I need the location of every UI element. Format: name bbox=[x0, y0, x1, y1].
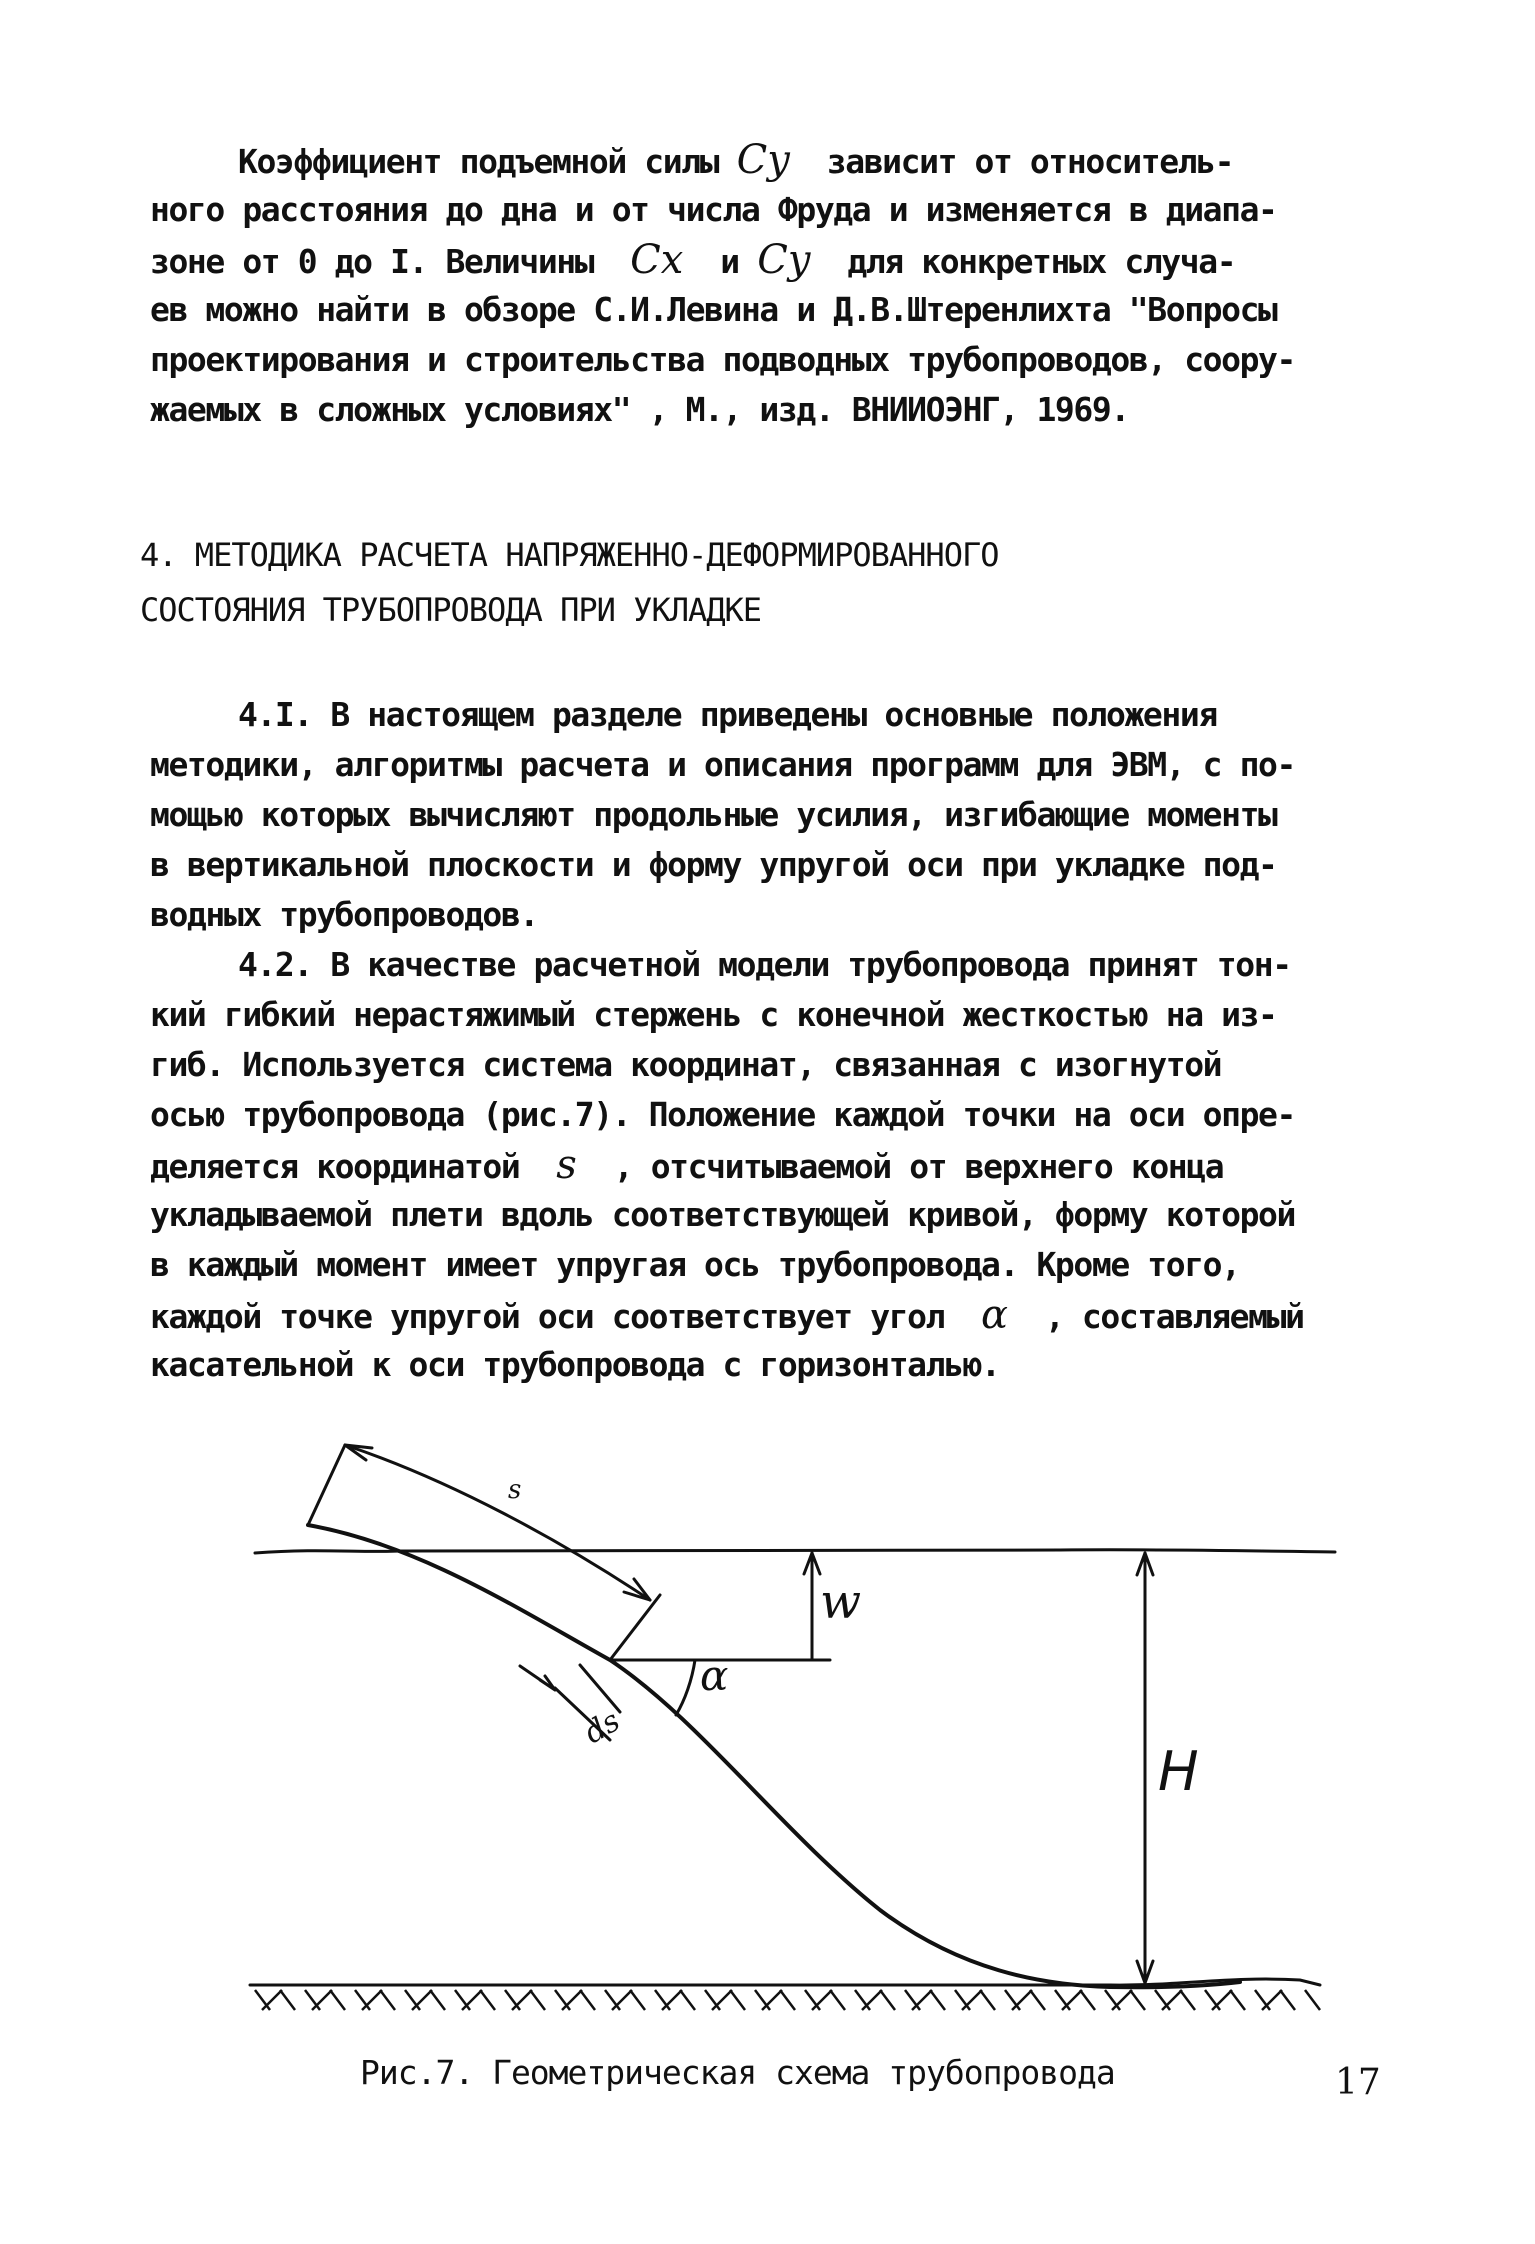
water-surface-line bbox=[255, 1550, 1335, 1553]
pipeline-geometry-figure bbox=[0, 1420, 1535, 2050]
label-s: s bbox=[508, 1475, 522, 1505]
para42-line4: осью трубопровода (рис.7). Положение каждой точки на оси опре- bbox=[150, 1095, 1295, 1134]
section-heading-line1: 4. МЕТОДИКА РАСЧЕТА НАПРЯЖЕННО-ДЕФОРМИРОВАННОГО bbox=[140, 536, 999, 574]
s-dimension-line bbox=[345, 1445, 650, 1600]
label-w: w bbox=[820, 1574, 862, 1630]
para42-line5: деляется координатой s , отсчитываемой от верхнего конца bbox=[150, 1142, 1224, 1188]
alpha-symbol: α bbox=[981, 1292, 1009, 1338]
ds-tick-2 bbox=[580, 1665, 620, 1712]
para41-line2: методики, алгоритмы расчета и описания программ для ЭВМ, с по- bbox=[150, 745, 1295, 784]
seabed-hatching bbox=[255, 1990, 1320, 2010]
point-tick-line bbox=[610, 1595, 660, 1660]
section-heading-line2: СОСТОЯНИЯ ТРУБОПРОВОДА ПРИ УКЛАДКЕ bbox=[140, 591, 762, 629]
para41-line4: в вертикальной плоскости и форму упругой оси при укладке под- bbox=[150, 845, 1277, 884]
seabed-line bbox=[250, 1979, 1320, 1985]
para41-line3: мощью которых вычисляют продольные усилия, изгибающие моменты bbox=[150, 795, 1277, 834]
s-arrow-end bbox=[624, 1579, 650, 1600]
label-H: H bbox=[1158, 1740, 1199, 1803]
label-ds: ds bbox=[578, 1703, 626, 1752]
para1-line3: зоне от 0 до I. Величины Cx и Cy для конкретных случа- bbox=[150, 237, 1236, 283]
figure-caption: Рис.7. Геометрическая схема трубопровода bbox=[360, 2053, 1115, 2092]
pipeline-curve bbox=[308, 1525, 1240, 1987]
para41-line5: водных трубопроводов. bbox=[150, 895, 538, 934]
para1-line6: жаемых в сложных условиях" , М., изд. ВНИИОЭНГ, 1969. bbox=[150, 390, 1129, 429]
cy-symbol: Cy bbox=[736, 137, 790, 183]
ds-arrow bbox=[520, 1666, 555, 1690]
para42-line9: касательной к оси трубопровода с горизонталью. bbox=[150, 1345, 1000, 1384]
para1-line5: проектирования и строительства подводных трубопроводов, соору- bbox=[150, 340, 1295, 379]
s-symbol: s bbox=[556, 1142, 577, 1188]
label-alpha: α bbox=[700, 1651, 729, 1700]
para1-line2: ного расстояния до дна и от числа Фруда и изменяется в диапа- bbox=[150, 190, 1277, 229]
cx-symbol: Cx bbox=[630, 237, 684, 283]
para42-line3: гиб. Используется система координат, связанная с изогнутой bbox=[150, 1045, 1222, 1084]
para41-line1: 4.I. В настоящем разделе приведены основные положения bbox=[238, 695, 1217, 734]
para42-line2: кий гибкий нерастяжимый стержень с конечной жесткостью на из- bbox=[150, 995, 1277, 1034]
para1-line1: Коэффициент подъемной силы Cy зависит от относитель- bbox=[238, 137, 1234, 183]
para42-line1: 4.2. В качестве расчетной модели трубопровода принят тон- bbox=[238, 945, 1291, 984]
pipe-end-edge bbox=[308, 1445, 345, 1525]
cy-symbol: Cy bbox=[757, 237, 811, 283]
para42-line6: укладываемой плети вдоль соответствующей кривой, форму которой bbox=[150, 1195, 1295, 1234]
page-number: 17 bbox=[1335, 2062, 1381, 2103]
para1-line4: ев можно найти в обзоре С.И.Левина и Д.В.Штеренлихта "Вопросы bbox=[150, 290, 1277, 329]
para42-line7: в каждый момент имеет упругая ось трубопровода. Кроме того, bbox=[150, 1245, 1240, 1284]
alpha-angle-arc bbox=[676, 1660, 695, 1715]
para42-line8: каждой точке упругой оси соответствует угол α , составляемый bbox=[150, 1292, 1304, 1338]
